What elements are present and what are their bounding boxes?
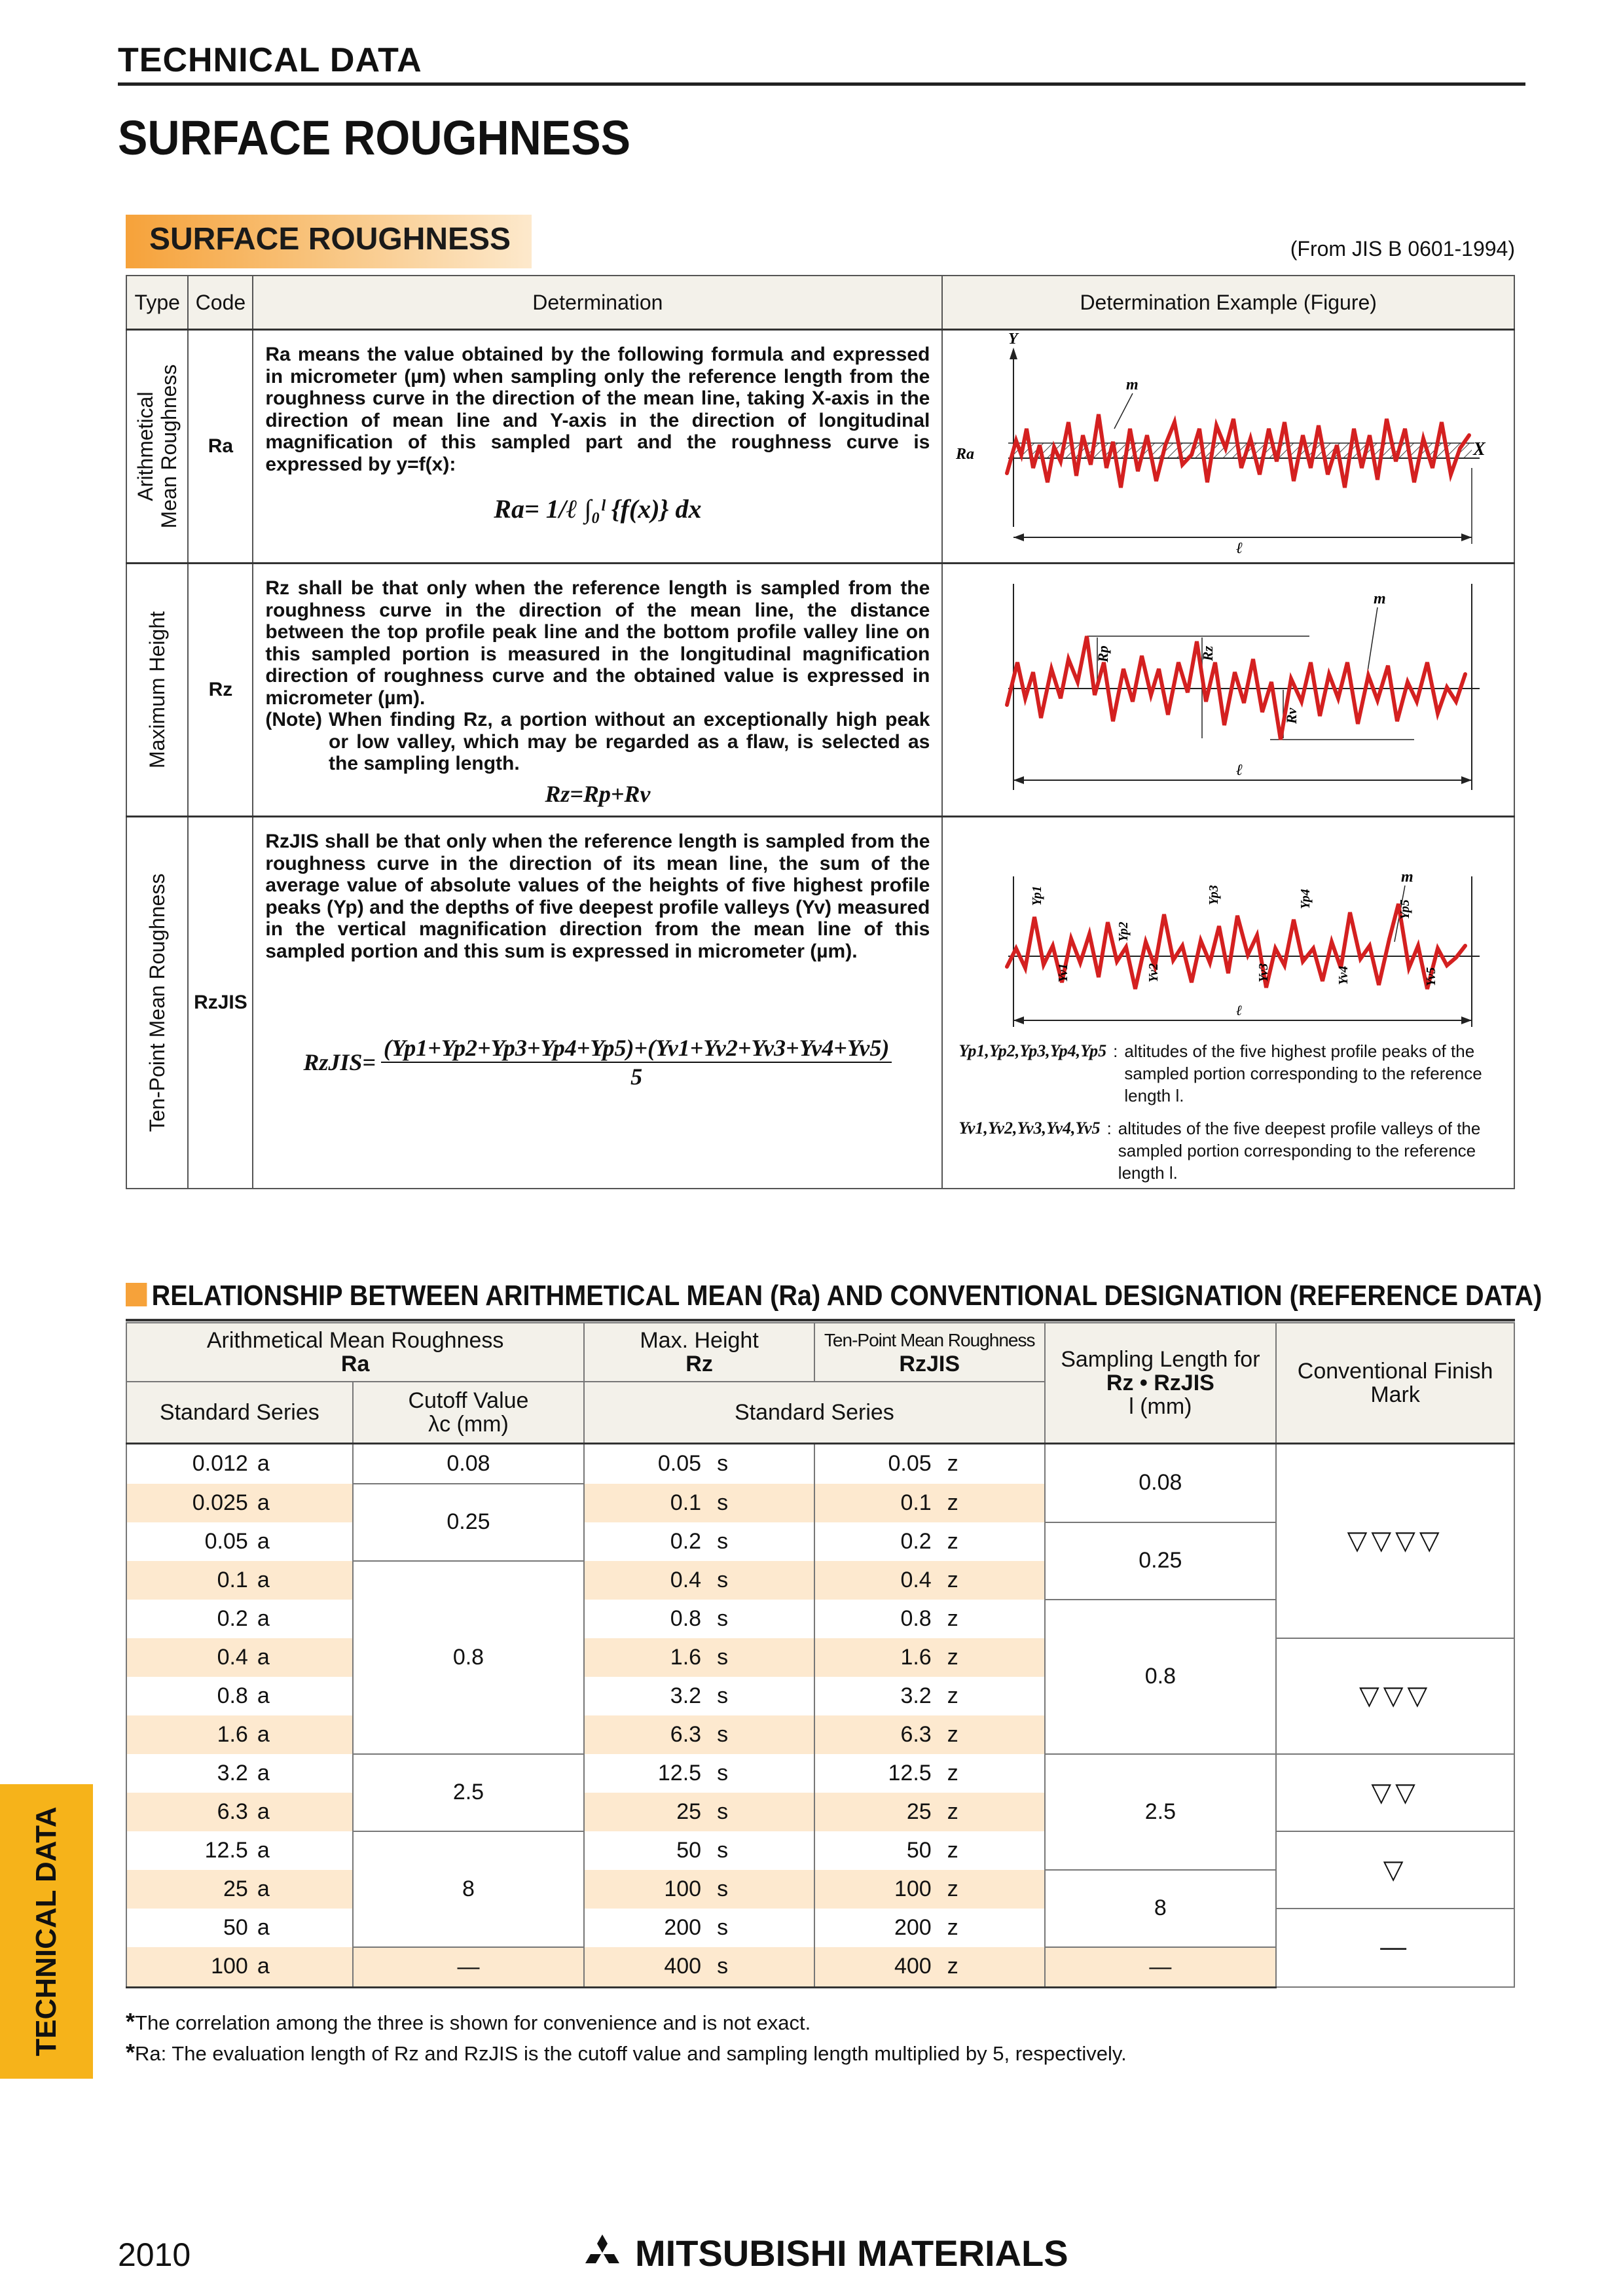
length-label: ℓ — [1236, 762, 1243, 779]
ra-unit: a — [257, 1683, 270, 1708]
ra-unit: a — [257, 1954, 270, 1979]
m-label: m — [1401, 869, 1414, 886]
m-label: m — [1126, 376, 1139, 393]
m-leader — [1367, 607, 1377, 675]
rz-unit: s — [717, 1954, 729, 1979]
type-label: Maximum Height — [145, 611, 170, 769]
finish-cell — [1276, 1909, 1514, 1988]
rz-unit: s — [717, 1605, 729, 1631]
ra-label: Ra — [956, 446, 975, 463]
rzjis-value: 12.5 — [888, 1760, 932, 1785]
rz-unit: s — [717, 1567, 729, 1592]
cutoff-cell — [353, 1947, 585, 1988]
header-ra-symbol: Ra — [340, 1352, 370, 1376]
header-rz-group — [584, 1323, 814, 1382]
length-label: ℓ — [1236, 540, 1243, 557]
type-label: Mean Roughness — [157, 364, 181, 529]
rzjis-unit: z — [947, 1954, 958, 1979]
header-rzjis-group — [814, 1323, 1045, 1382]
ra-unit: a — [257, 1721, 270, 1747]
rzjis-value: 0.05 — [888, 1451, 932, 1476]
arrow-icon — [1461, 533, 1472, 541]
yv4-label: Yv4 — [1336, 965, 1351, 985]
rzjis-value: 400 — [894, 1954, 932, 1979]
yp1-label: Yp1 — [1030, 886, 1045, 906]
legend-item: Yp1,Yp2,Yp3,Yp4,Yp5 : altitudes of the five highest profile peaks of the sampled portion corresponding to the reference length l. — [958, 1040, 1508, 1107]
legend-symbols: Yp1,Yp2,Yp3,Yp4,Yp5 — [958, 1041, 1107, 1060]
rz-value: 3.2 — [670, 1683, 702, 1708]
header-standard-series: Standard Series — [126, 1382, 353, 1443]
rz-cell — [584, 1870, 814, 1909]
sampling-value: — — [1149, 1954, 1172, 1979]
legend-desc: altitudes of the five deepest profile valleys of the sampled portion corresponding to the reference length l. — [1118, 1119, 1481, 1183]
ra-value: 0.05 — [204, 1528, 248, 1554]
table-row — [126, 1909, 1514, 1947]
table-row — [126, 1831, 1514, 1870]
ra-value: 1.6 — [217, 1721, 248, 1747]
note-text: When finding Rz, a portion without an exceptionally high peak or low valley, which may be regarded as a flaw, is selected as the sampling length. — [329, 709, 930, 774]
rz-value: 400 — [664, 1954, 702, 1979]
header-rule — [118, 82, 1525, 86]
cutoff-value: 0.25 — [447, 1509, 490, 1534]
side-tab[interactable] — [0, 1784, 93, 2079]
y-label: Y — [1008, 331, 1019, 348]
legend-item: Yv1,Yv2,Yv3,Yv4,Yv5 : altitudes of the five deepest profile valleys of the sampled portion corresponding to the reference length l. — [958, 1117, 1508, 1184]
notes — [126, 2007, 1127, 2068]
ra-cell — [126, 1831, 353, 1870]
x-label: X — [1473, 439, 1486, 459]
finish-mark-icon: ▽▽ — [1371, 1778, 1419, 1807]
formula-numerator: (Yp1+Yp2+Yp3+Yp4+Yp5)+(Yv1+Yv2+Yv3+Yv4+Yv5) — [381, 1034, 892, 1063]
rz-value: 200 — [664, 1914, 702, 1940]
ra-cell — [126, 1793, 353, 1831]
finish-cell — [1276, 1638, 1514, 1754]
brand — [581, 2232, 1068, 2274]
ra-cell — [126, 1715, 353, 1754]
yv2-label: Yv2 — [1146, 963, 1161, 982]
rz-value: 6.3 — [670, 1721, 702, 1747]
yp3-label: Yp3 — [1207, 885, 1222, 905]
rzjis-cell — [814, 1831, 1045, 1870]
ra-value: 100 — [211, 1954, 248, 1979]
note-text: The correlation among the three is shown for convenience and is not exact. — [135, 2011, 811, 2034]
yv1-label: Yv1 — [1056, 963, 1071, 982]
header-cutoff-unit: λc (mm) — [428, 1411, 509, 1437]
cutoff-cell — [353, 1831, 585, 1947]
page-title: SURFACE ROUGHNESS — [118, 111, 631, 165]
header-rz-symbol: Rz — [685, 1352, 713, 1376]
header-rz-group-label: Max. Height — [640, 1328, 759, 1353]
arrow-icon — [1010, 348, 1017, 359]
rzjis-unit: z — [947, 1451, 958, 1476]
m-label: m — [1374, 590, 1387, 607]
rz-unit: s — [717, 1644, 729, 1670]
rzjis-cell — [814, 1522, 1045, 1561]
rzjis-cell — [814, 1715, 1045, 1754]
yp4-label: Yp4 — [1298, 889, 1313, 909]
rzjis-cell — [814, 1870, 1045, 1909]
rzjis-unit: z — [947, 1876, 958, 1901]
rz-value: 50 — [676, 1837, 702, 1863]
header-rzjis-group-label: Ten-Point Mean Roughness — [824, 1330, 1035, 1350]
rz-cell — [584, 1947, 814, 1988]
sampling-cell — [1045, 1870, 1277, 1947]
code-cell: Rz — [188, 564, 253, 817]
ra-value: 0.1 — [217, 1567, 248, 1592]
ra-unit: a — [257, 1914, 270, 1940]
ra-value: 50 — [223, 1914, 248, 1940]
roughness-curve — [1007, 904, 1465, 989]
rz-cell — [584, 1561, 814, 1600]
cutoff-cell — [353, 1561, 585, 1754]
rz-unit: s — [717, 1451, 729, 1476]
ra-unit: a — [257, 1451, 270, 1476]
formula-rz: Rz=Rp+Rv — [545, 780, 651, 807]
determination-cell — [253, 817, 942, 1189]
type-cell — [126, 817, 188, 1189]
header-finish: Conventional Finish Mark — [1276, 1323, 1514, 1443]
formula-lhs: RzJIS= — [303, 1049, 376, 1075]
cutoff-cell — [353, 1443, 585, 1484]
finish-mark-icon: ▽▽▽ — [1359, 1681, 1432, 1710]
rz-cell — [584, 1754, 814, 1793]
rz-value: 1.6 — [670, 1644, 702, 1670]
ra-value: 6.3 — [217, 1799, 248, 1824]
rzjis-value: 100 — [894, 1876, 932, 1901]
header-sampling-label: Sampling Length for — [1061, 1346, 1260, 1372]
finish-cell — [1276, 1831, 1514, 1909]
rz-cell — [584, 1831, 814, 1870]
length-label: ℓ — [1236, 1002, 1243, 1018]
ra-unit: a — [257, 1528, 270, 1554]
three-diamonds-icon — [581, 2234, 623, 2272]
rzjis-unit: z — [947, 1567, 958, 1592]
finish-cell — [1276, 1443, 1514, 1638]
formula-denominator: 5 — [630, 1064, 643, 1090]
rz-unit: s — [717, 1528, 729, 1554]
rz-cell — [584, 1484, 814, 1522]
yp5-label: Yp5 — [1398, 899, 1413, 920]
determination-text: Rz shall be that only when the reference length is sampled from the roughness curve in the direction of the mean line, the distance between the top profile peak line and the bottom profile valley line on this sampled portion is measured in the longitudinal magnification direction of roughness curve and the obtained value is expressed in micrometer (µm). — [265, 577, 930, 709]
rz-figure — [943, 564, 1510, 810]
sampling-value: 2.5 — [1144, 1799, 1176, 1824]
ra-unit: a — [257, 1760, 270, 1785]
rz-cell — [584, 1677, 814, 1715]
ra-unit: a — [257, 1799, 270, 1824]
rz-value: 12.5 — [657, 1760, 702, 1785]
relationship-title-text: RELATIONSHIP BETWEEN ARITHMETICAL MEAN (Ra) AND CONVENTIONAL DESIGNATION (REFERENCE DATA) — [151, 1280, 1542, 1312]
rzjis-cell — [814, 1947, 1045, 1988]
rz-cell — [584, 1443, 814, 1484]
table-row — [126, 1638, 1514, 1677]
rz-unit: s — [717, 1837, 729, 1863]
note-text: Ra: The evaluation length of Rz and RzJIS is the cutoff value and sampling length multiplied by 5, respectively. — [135, 2042, 1127, 2065]
rzjis-unit: z — [947, 1683, 958, 1708]
rzjis-unit: z — [947, 1490, 958, 1515]
rz-value: 25 — [676, 1799, 702, 1824]
m-leader — [1114, 393, 1133, 429]
ra-cell — [126, 1561, 353, 1600]
rz-value: 0.8 — [670, 1605, 702, 1631]
relationship-rule — [126, 1319, 1515, 1321]
note-label: (Note) — [265, 709, 323, 730]
figure-cell — [942, 330, 1514, 564]
header-code: Code — [188, 276, 253, 330]
note-item: *Ra: The evaluation length of Rz and RzJIS is the cutoff value and sampling length multiplied by 5, respectively. — [126, 2039, 1127, 2066]
relationship-table — [126, 1322, 1515, 1988]
ra-value: 25 — [223, 1876, 248, 1901]
ra-unit: a — [257, 1605, 270, 1631]
rz-cell — [584, 1909, 814, 1947]
rzjis-unit: z — [947, 1721, 958, 1747]
page-number: 2010 — [118, 2236, 191, 2273]
header-sampling-unit: l (mm) — [1129, 1393, 1192, 1419]
rz-unit: s — [717, 1799, 729, 1824]
rz-cell — [584, 1638, 814, 1677]
cutoff-value: 0.8 — [452, 1644, 484, 1670]
rz-value: 0.05 — [657, 1451, 702, 1476]
rz-unit: s — [717, 1490, 729, 1515]
rz-unit: s — [717, 1721, 729, 1747]
rz-cell — [584, 1600, 814, 1638]
rzjis-cell — [814, 1443, 1045, 1484]
code-cell: Ra — [188, 330, 253, 564]
yv5-label: Yv5 — [1424, 967, 1439, 986]
ra-cell — [126, 1870, 353, 1909]
rzjis-cell — [814, 1677, 1045, 1715]
ra-value: 0.8 — [217, 1683, 248, 1708]
rz-cell — [584, 1522, 814, 1561]
header-sampling — [1045, 1323, 1277, 1443]
rz-cell — [584, 1793, 814, 1831]
arrow-icon — [1013, 776, 1024, 784]
header-rzjis-symbol: RzJIS — [899, 1352, 960, 1376]
formula-rzjis — [265, 1034, 930, 1090]
table-row — [126, 330, 1514, 564]
header-sampling-symbols: Rz • RzJIS — [1106, 1370, 1214, 1395]
finish-cell — [1276, 1754, 1514, 1831]
sampling-value: 0.8 — [1144, 1664, 1176, 1689]
arrow-icon — [1461, 776, 1472, 784]
determination-table — [126, 275, 1515, 1189]
ra-value: 0.012 — [192, 1451, 248, 1476]
code-cell: RzJIS — [188, 817, 253, 1189]
header-standard-series-2: Standard Series — [584, 1382, 1044, 1443]
ra-cell — [126, 1522, 353, 1561]
rzjis-cell — [814, 1561, 1045, 1600]
ra-unit: a — [257, 1837, 270, 1863]
finish-mark-icon: — — [1380, 1933, 1411, 1962]
rzjis-figure — [943, 817, 1510, 1033]
legend-symbols: Yv1,Yv2,Yv3,Yv4,Yv5 — [958, 1119, 1101, 1138]
arrow-icon — [1461, 1016, 1472, 1024]
source-reference: (From JIS B 0601-1994) — [1290, 237, 1515, 260]
cutoff-value: 0.08 — [447, 1450, 490, 1476]
rzjis-unit: z — [947, 1528, 958, 1554]
rp-label: Rp — [1095, 645, 1112, 662]
rz-value: 0.4 — [670, 1567, 702, 1592]
header-label: TECHNICAL DATA — [118, 41, 422, 79]
ra-figure — [943, 331, 1510, 557]
ra-value: 0.2 — [217, 1605, 248, 1631]
formula-fraction — [381, 1034, 892, 1090]
ra-value: 3.2 — [217, 1760, 248, 1785]
table-row — [126, 1443, 1514, 1484]
sampling-value: 0.08 — [1139, 1470, 1182, 1495]
ra-cell — [126, 1484, 353, 1522]
cutoff-value: 8 — [462, 1876, 475, 1901]
ra-value: 0.4 — [217, 1644, 248, 1670]
rzjis-value: 25 — [906, 1799, 932, 1824]
determination-cell — [253, 330, 942, 564]
legend-desc: altitudes of the five highest profile peaks of the sampled portion corresponding to the reference length l. — [1124, 1041, 1482, 1105]
ra-unit: a — [257, 1567, 270, 1592]
sampling-cell — [1045, 1443, 1277, 1522]
rzjis-cell — [814, 1600, 1045, 1638]
determination-text: RzJIS shall be that only when the reference length is sampled from the roughness curve in the direction of its mean line, the sum of the average value of absolute values of the heights of five highest profile peaks (Yp) and the depths of five deepest profile valleys (Yv) measured in the vertical magnification direction from the mean line of this sampled portion and this sum is expressed in micrometer (µm). — [265, 831, 930, 962]
relationship-title — [126, 1280, 1542, 1312]
sampling-cell — [1045, 1947, 1277, 1988]
type-cell — [126, 330, 188, 564]
cutoff-cell — [353, 1754, 585, 1831]
formula-ra: Ra= 1/ℓ ∫₀ˡ {f(x)} dx — [494, 494, 702, 524]
ra-unit: a — [257, 1876, 270, 1901]
sampling-cell — [1045, 1600, 1277, 1754]
rz-unit: s — [717, 1683, 729, 1708]
finish-mark-icon: ▽ — [1383, 1855, 1408, 1884]
sampling-cell — [1045, 1754, 1277, 1870]
brand-name: MITSUBISHI MATERIALS — [635, 2233, 1068, 2274]
ra-cell — [126, 1638, 353, 1677]
ra-cell — [126, 1947, 353, 1988]
ra-cell — [126, 1754, 353, 1793]
sampling-cell — [1045, 1522, 1277, 1600]
header-example: Determination Example (Figure) — [942, 276, 1514, 330]
figure-legend — [958, 1040, 1508, 1184]
rv-label: Rv — [1283, 708, 1300, 724]
yp2-label: Yp2 — [1116, 922, 1131, 942]
arrow-icon — [1013, 533, 1024, 541]
rz-value: 0.2 — [670, 1528, 702, 1554]
rzjis-unit: z — [947, 1837, 958, 1863]
rz-label: Rz — [1199, 645, 1216, 661]
rzjis-cell — [814, 1793, 1045, 1831]
rzjis-cell — [814, 1484, 1045, 1522]
header-ra-group — [126, 1323, 584, 1382]
type-label: Ten-Point Mean Roughness — [145, 873, 170, 1132]
rzjis-value: 3.2 — [900, 1683, 932, 1708]
sampling-value: 8 — [1154, 1895, 1167, 1920]
rz-value: 100 — [664, 1876, 702, 1901]
ra-unit: a — [257, 1644, 270, 1670]
ra-value: 12.5 — [204, 1837, 248, 1863]
cutoff-value: — — [457, 1954, 480, 1979]
table-row — [126, 564, 1514, 817]
determination-cell — [253, 564, 942, 817]
ra-unit: a — [257, 1490, 270, 1515]
rzjis-cell — [814, 1638, 1045, 1677]
rzjis-cell — [814, 1909, 1045, 1947]
rzjis-unit: z — [947, 1760, 958, 1785]
rzjis-unit: z — [947, 1914, 958, 1940]
rzjis-value: 0.1 — [900, 1490, 932, 1515]
header-cutoff-label: Cutoff Value — [408, 1388, 529, 1413]
rzjis-value: 0.2 — [900, 1528, 932, 1554]
section-title: SURFACE ROUGHNESS — [149, 222, 511, 257]
header-type: Type — [126, 276, 188, 330]
rzjis-value: 0.8 — [900, 1605, 932, 1631]
header-determination: Determination — [253, 276, 942, 330]
figure-cell — [942, 564, 1514, 817]
note-item: *The correlation among the three is shown for convenience and is not exact. — [126, 2008, 811, 2035]
rz-value: 0.1 — [670, 1490, 702, 1515]
rzjis-unit: z — [947, 1605, 958, 1631]
rz-unit: s — [717, 1876, 729, 1901]
rzjis-value: 50 — [906, 1837, 932, 1863]
arrow-icon — [1013, 1016, 1024, 1024]
ra-cell — [126, 1443, 353, 1484]
rzjis-unit: z — [947, 1799, 958, 1824]
cutoff-value: 2.5 — [452, 1780, 484, 1804]
side-tab-label: TECHNICAL DATA — [30, 1806, 62, 2056]
rz-unit: s — [717, 1760, 729, 1785]
rzjis-cell — [814, 1754, 1045, 1793]
section-tab — [126, 215, 532, 268]
ra-cell — [126, 1677, 353, 1715]
header-ra-group-label: Arithmetical Mean Roughness — [206, 1328, 504, 1353]
determination-text: Ra means the value obtained by the following formula and expressed in micrometer (µm) when sampling only the reference length from the roughness curve in the direction of the mean line, taking X-axis in the direction of mean line and Y-axis in the direction of longitudinal magnification of this sampled part and the roughness curve is expressed by y=f(x): — [265, 344, 930, 475]
rzjis-value: 0.4 — [900, 1567, 932, 1592]
rzjis-value: 200 — [894, 1914, 932, 1940]
finish-mark-icon: ▽▽▽▽ — [1347, 1526, 1444, 1555]
ra-cell — [126, 1600, 353, 1638]
rzjis-value: 1.6 — [900, 1644, 932, 1670]
rzjis-value: 6.3 — [900, 1721, 932, 1747]
header-cutoff — [353, 1382, 585, 1443]
ra-value: 0.025 — [192, 1490, 248, 1515]
yv3-label: Yv3 — [1256, 963, 1271, 982]
table-row — [126, 1754, 1514, 1793]
type-cell — [126, 564, 188, 817]
note-block — [265, 709, 930, 775]
type-label: Arithmetical — [134, 391, 158, 501]
cutoff-cell — [353, 1484, 585, 1561]
rz-cell — [584, 1715, 814, 1754]
section-marker-icon — [126, 1283, 147, 1306]
rzjis-unit: z — [947, 1644, 958, 1670]
sampling-value: 0.25 — [1139, 1548, 1182, 1573]
rz-unit: s — [717, 1914, 729, 1940]
ra-cell — [126, 1909, 353, 1947]
table-row — [126, 817, 1514, 1189]
figure-cell — [942, 817, 1514, 1189]
